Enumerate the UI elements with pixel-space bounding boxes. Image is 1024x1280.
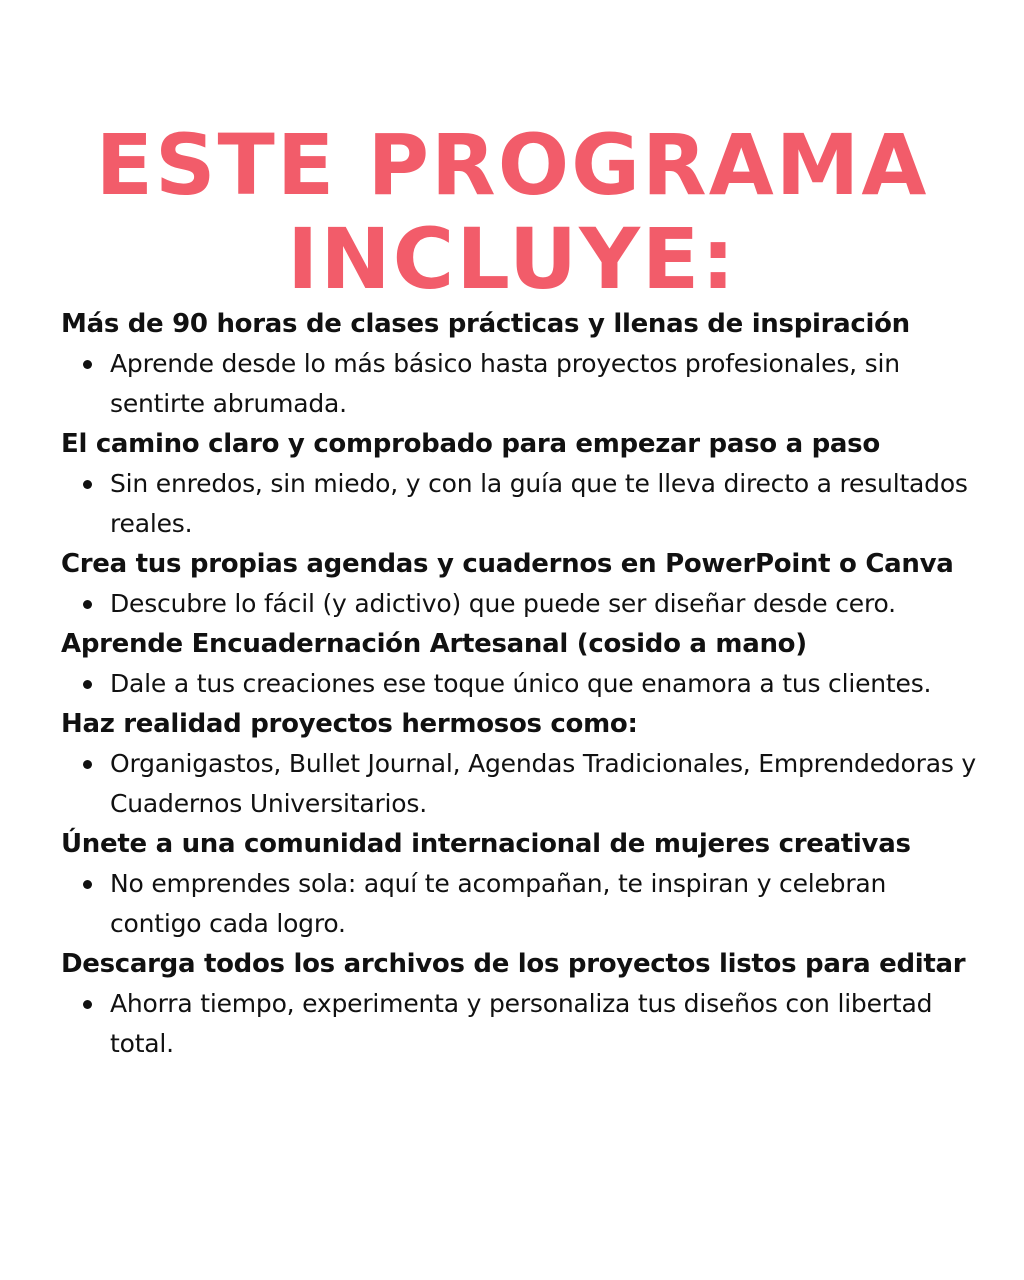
page-title: [0, 116, 1024, 309]
feature-section: [61, 704, 981, 824]
bullet-dot-icon: [83, 760, 92, 769]
title-line-1: ESTE PROGRAMA: [95, 116, 929, 215]
title-line-2: INCLUYE:: [287, 210, 737, 309]
feature-bullet: [61, 744, 981, 824]
bullet-dot-icon: [83, 880, 92, 889]
feature-bullet-text: Organigastos, Bullet Journal, Agendas Tradicionales, Emprendedoras y Cuadernos Universitarios.: [110, 749, 977, 818]
feature-bullet-text: Aprende desde lo más básico hasta proyectos profesionales, sin sentirte abrumada.: [110, 349, 900, 418]
bullet-dot-icon: [83, 480, 92, 489]
feature-bullet: [61, 464, 981, 544]
bullet-dot-icon: [83, 680, 92, 689]
bullet-dot-icon: [83, 360, 92, 369]
feature-section: [61, 304, 981, 424]
feature-bullet: [61, 344, 981, 424]
feature-heading: Haz realidad proyectos hermosos como:: [61, 709, 638, 739]
bullet-dot-icon: [83, 1000, 92, 1009]
feature-heading: Aprende Encuadernación Artesanal (cosido a mano): [61, 629, 807, 659]
feature-section: [61, 424, 981, 544]
feature-bullets: [61, 864, 981, 944]
feature-section: [61, 944, 981, 1064]
feature-section: [61, 824, 981, 944]
feature-bullets: [61, 584, 981, 624]
feature-bullet: [61, 584, 981, 624]
feature-bullet-text: Sin enredos, sin miedo, y con la guía que te lleva directo a resultados reales.: [110, 469, 968, 538]
bullet-dot-icon: [83, 600, 92, 609]
feature-bullet-text: Dale a tus creaciones ese toque único que enamora a tus clientes.: [110, 669, 932, 698]
feature-bullet-text: No emprendes sola: aquí te acompañan, te inspiran y celebran contigo cada logro.: [110, 869, 887, 938]
feature-bullets: [61, 464, 981, 544]
feature-heading: Más de 90 horas de clases prácticas y llenas de inspiración: [61, 309, 910, 339]
feature-bullet: [61, 984, 981, 1064]
feature-bullets: [61, 744, 981, 824]
feature-section: [61, 544, 981, 624]
feature-bullet: [61, 864, 981, 944]
feature-heading: Crea tus propias agendas y cuadernos en PowerPoint o Canva: [61, 549, 954, 579]
feature-section: [61, 624, 981, 704]
feature-bullet-text: Descubre lo fácil (y adictivo) que puede ser diseñar desde cero.: [110, 589, 896, 618]
feature-bullets: [61, 344, 981, 424]
feature-bullet-text: Ahorra tiempo, experimenta y personaliza tus diseños con libertad total.: [110, 989, 933, 1058]
feature-bullets: [61, 984, 981, 1064]
feature-heading: Descarga todos los archivos de los proyectos listos para editar: [61, 949, 966, 979]
feature-bullet: [61, 664, 981, 704]
feature-bullets: [61, 664, 981, 704]
feature-heading: Únete a una comunidad internacional de mujeres creativas: [61, 829, 911, 859]
feature-heading: El camino claro y comprobado para empezar paso a paso: [61, 429, 880, 459]
feature-list: [61, 304, 981, 1064]
